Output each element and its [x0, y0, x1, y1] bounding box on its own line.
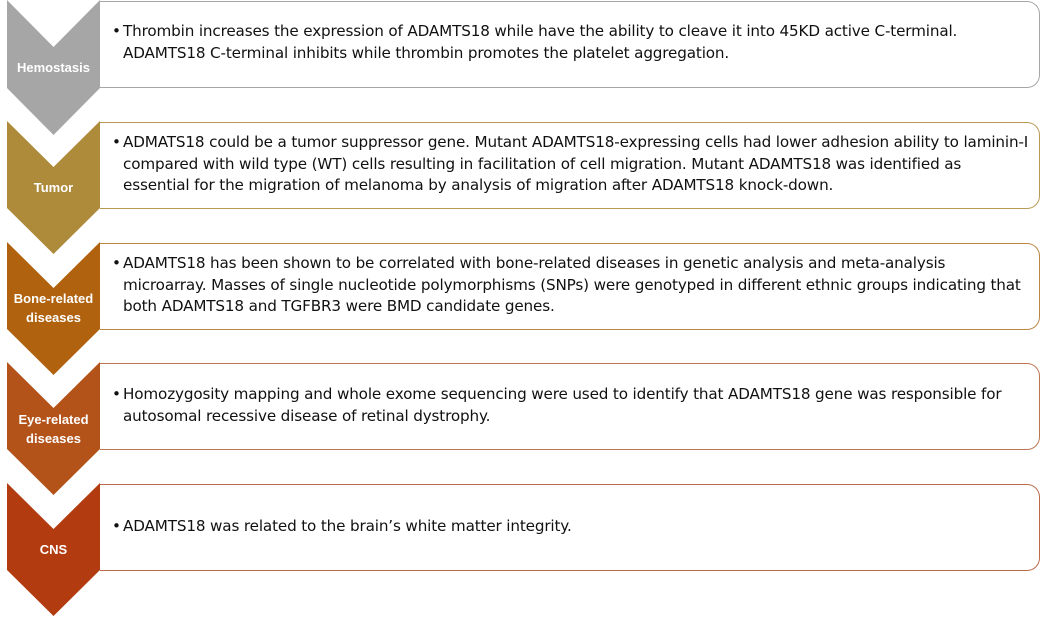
category-label-line: Eye-related — [18, 412, 89, 427]
description-box-bone-related-diseases — [100, 243, 1040, 330]
bullet-icon: • — [112, 517, 121, 535]
category-label-line: diseases — [26, 310, 81, 325]
description-text: Thrombin increases the expression of ADAMTS18 while have the ability to cleave it into 45KD active C-terminal. ADAMTS18 C-terminal inhibits while thrombin promotes the platelet aggregation. — [123, 22, 958, 62]
chevron-eye-related-diseases — [7, 362, 100, 495]
chevron-hemostasis — [7, 0, 100, 135]
category-label-line: Tumor — [33, 180, 74, 195]
chevron-tumor — [7, 121, 100, 254]
description-text: ADAMTS18 was related to the brain’s white matter integrity. — [123, 517, 572, 535]
category-label-hemostasis — [7, 58, 100, 77]
description-text: Homozygosity mapping and whole exome sequencing were used to identify that ADAMTS18 gene was responsible for autosomal recessive disease of retinal dystrophy. — [123, 385, 1002, 425]
category-label-line: Bone-related — [13, 291, 94, 306]
description-box-cns — [100, 484, 1040, 571]
category-label-line: Hemostasis — [17, 60, 90, 75]
bullet-icon: • — [112, 254, 121, 272]
description-tumor — [112, 132, 1029, 197]
description-box-hemostasis — [100, 1, 1040, 88]
bullet-icon: • — [112, 385, 121, 403]
category-label-line: CNS — [39, 542, 68, 557]
category-label-tumor — [7, 178, 100, 197]
description-hemostasis — [112, 21, 1029, 64]
description-bone-related-diseases — [112, 253, 1029, 318]
bullet-icon: • — [112, 133, 121, 151]
chevron-cns — [7, 483, 100, 616]
chevron-bone-related-diseases — [7, 242, 100, 375]
category-label-eye-related-diseases — [7, 410, 100, 448]
bullet-icon: • — [112, 22, 121, 40]
description-box-eye-related-diseases — [100, 363, 1040, 450]
description-box-tumor — [100, 122, 1040, 209]
description-text: ADMATS18 could be a tumor suppressor gene. Mutant ADAMTS18-expressing cells had lower adhesion ability to laminin-I compared with wild type (WT) cells resulting in facilitation of cell migration. Mutant ADAMTS18 was identified as essential for the migration of melanoma by analysis of migration after ADAMTS18 knock-down. — [123, 133, 1029, 194]
description-cns — [112, 516, 1029, 538]
category-label-bone-related-diseases — [7, 289, 100, 327]
category-label-cns — [7, 540, 100, 559]
category-label-line: diseases — [26, 431, 81, 446]
description-eye-related-diseases — [112, 384, 1029, 427]
description-text: ADAMTS18 has been shown to be correlated with bone-related diseases in genetic analysis and meta-analysis microarray. Masses of single nucleotide polymorphisms (SNPs) were genotyped in different ethnic groups indicating that both ADAMTS18 and TGFBR3 were BMD candidate genes. — [123, 254, 1021, 315]
